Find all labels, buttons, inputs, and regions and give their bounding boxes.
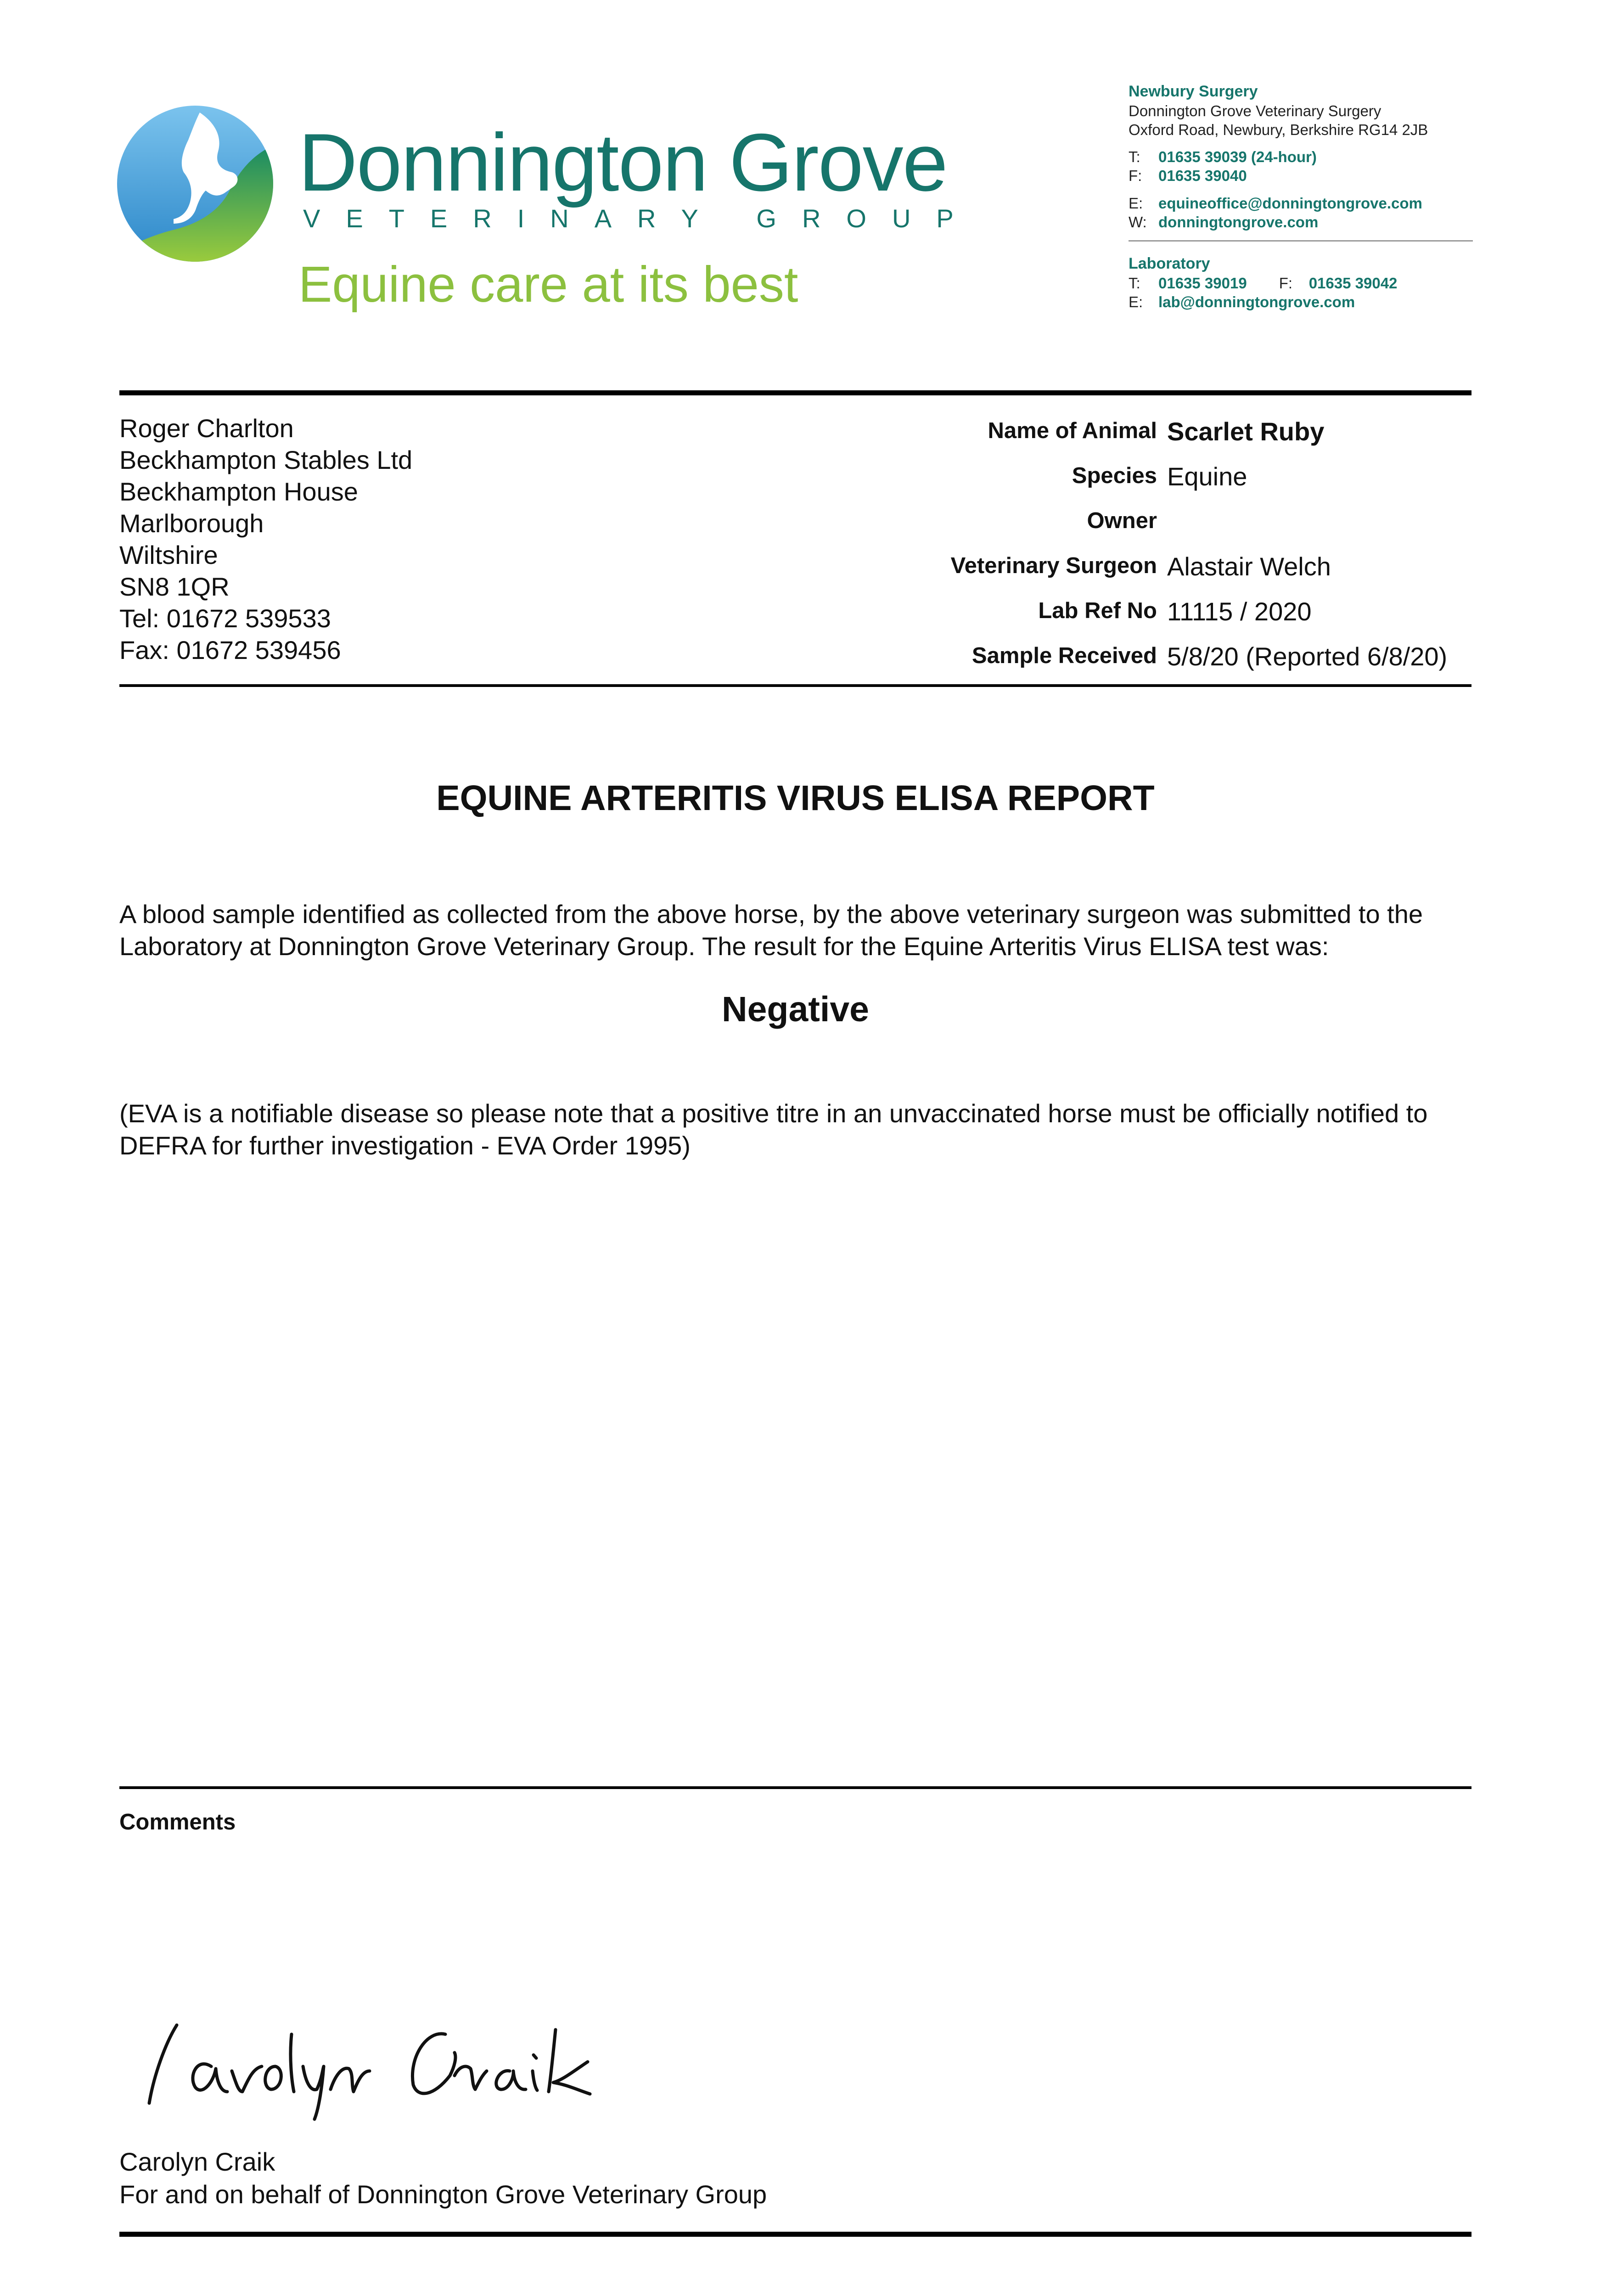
detail-row-received (799, 637, 1474, 682)
address-line: Wiltshire (119, 540, 218, 569)
tagline: Equine care at its best (298, 256, 798, 313)
email-label: E: (1129, 194, 1143, 212)
comments-rule (119, 1786, 1471, 1789)
email-link[interactable]: lab@donningtongrove.com (1158, 293, 1355, 310)
fax-value: 01635 39040 (1158, 167, 1247, 185)
surgery-phone-row (1129, 147, 1473, 166)
surgery-web-row (1129, 213, 1473, 231)
surgery-heading: Newbury Surgery (1129, 83, 1258, 100)
phone-label: T: (1129, 274, 1140, 292)
address-line: Beckhampton Stables Ltd (119, 445, 413, 474)
address-line: Beckhampton House (119, 477, 358, 506)
detail-row-species (799, 457, 1474, 502)
comments-heading: Comments (119, 1810, 236, 1835)
lab-ref-value: 11115 / 2020 (1167, 597, 1312, 626)
detail-row-vet (799, 547, 1474, 592)
animal-name-label: Name of Animal (988, 418, 1157, 443)
address-line: Roger Charlton (119, 414, 294, 443)
phone-label: T: (1129, 148, 1140, 165)
handwritten-signature (133, 2007, 730, 2122)
detail-row-labref (799, 592, 1474, 637)
laboratory-contact (1129, 254, 1473, 311)
report-intro: A blood sample identified as collected from the above horse, by the above veterinary surgeon was submitted to the Laboratory at Donnington Grove Veterinary Group. The result for the Equine Arteritis Virus ELISA test was: (119, 900, 1423, 961)
details-rule (119, 684, 1471, 687)
phone-value: 01635 39039 (24-hour) (1158, 148, 1317, 165)
brand-name: Donnington Grove (298, 117, 947, 208)
fax-value: 01635 39042 (1309, 274, 1398, 292)
contact-divider (1129, 240, 1473, 242)
surgery-address-line: Oxford Road, Newbury, Berkshire RG14 2JB (1129, 121, 1428, 138)
laboratory-email-row (1129, 293, 1473, 311)
signatory-name: Carolyn Craik (119, 2147, 275, 2176)
surgery-fax-row (1129, 166, 1473, 185)
owner-label: Owner (1087, 508, 1157, 533)
footer-rule (119, 2232, 1471, 2237)
surgery-email-row (1129, 194, 1473, 213)
lab-ref-label: Lab Ref No (1038, 598, 1157, 623)
header-rule (119, 390, 1471, 395)
sample-details (799, 412, 1474, 682)
fax-label: F: (1129, 167, 1142, 185)
report-title: EQUINE ARTERITIS VIRUS ELISA REPORT (436, 778, 1155, 818)
brand-subtitle: VETERINARY GROUP (303, 204, 979, 233)
surgery-contact (1129, 82, 1473, 231)
fax-label: F: (1279, 274, 1293, 292)
sample-received-label: Sample Received (972, 643, 1157, 668)
laboratory-heading: Laboratory (1129, 255, 1210, 272)
email-label: E: (1129, 293, 1143, 310)
vet-value: Alastair Welch (1167, 552, 1331, 581)
sample-received-value: 5/8/20 (Reported 6/8/20) (1167, 642, 1448, 671)
web-label: W: (1129, 213, 1147, 231)
notifiable-note: (EVA is a notifiable disease so please note that a positive titre in an unvaccinated horse must be officially notified to DEFRA for further investigation - EVA Order 1995) (119, 1099, 1428, 1160)
detail-row-owner (799, 502, 1474, 547)
address-line: Marlborough (119, 509, 264, 538)
horse-logo-icon (115, 103, 275, 264)
signatory-behalf: For and on behalf of Donnington Grove Veterinary Group (119, 2180, 767, 2209)
laboratory-phone-row (1129, 274, 1473, 293)
phone-value: 01635 39019 (1158, 274, 1247, 292)
address-line: Tel: 01672 539533 (119, 604, 331, 633)
surgery-address-line: Donnington Grove Veterinary Surgery (1129, 102, 1382, 119)
signatory (119, 2145, 767, 2211)
species-label: Species (1072, 463, 1157, 488)
detail-row-animal (799, 412, 1474, 457)
website-link[interactable]: donningtongrove.com (1158, 213, 1319, 231)
recipient-address (119, 412, 412, 666)
test-result: Negative (722, 990, 869, 1029)
species-value: Equine (1167, 462, 1247, 491)
vet-label: Veterinary Surgeon (950, 553, 1157, 578)
email-link[interactable]: equineoffice@donningtongrove.com (1158, 194, 1422, 212)
animal-name-value: Scarlet Ruby (1167, 417, 1325, 446)
address-line: Fax: 01672 539456 (119, 636, 341, 664)
address-line: SN8 1QR (119, 572, 230, 601)
